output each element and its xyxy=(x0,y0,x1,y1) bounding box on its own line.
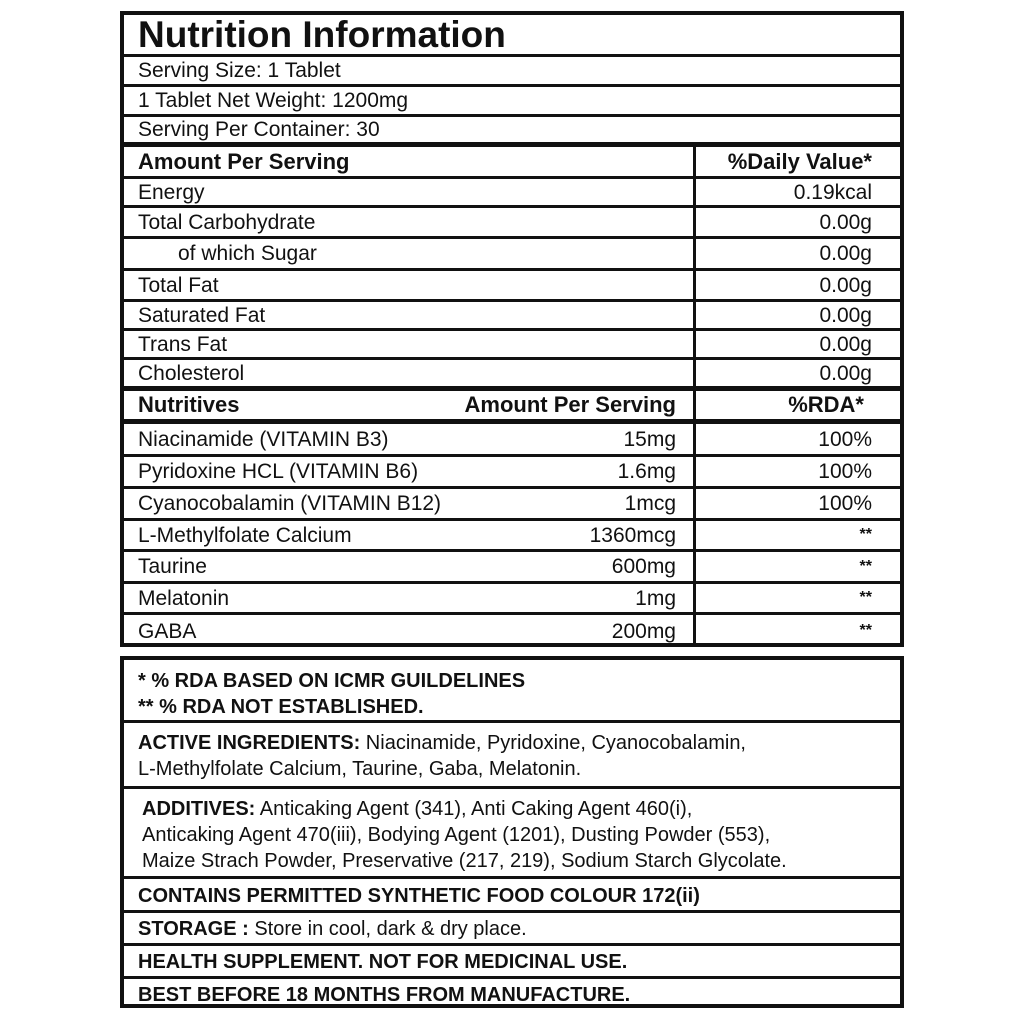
rda-header: %RDA* xyxy=(788,392,864,417)
storage-text: Store in cool, dark & dry place. xyxy=(248,918,527,940)
additives-text-3: Maize Strach Powder, Preservative (217, 219), Sodium Starch Glycolate. xyxy=(142,850,787,872)
nutritive-amount: 1mg xyxy=(635,586,676,610)
storage-label: STORAGE : xyxy=(138,918,249,940)
nutritive-rda: ** xyxy=(859,589,872,606)
column-divider xyxy=(693,424,696,454)
serving-size: Serving Size: 1 Tablet xyxy=(124,57,900,87)
nutrient-name: Cholesterol xyxy=(138,361,245,385)
net-weight: 1 Tablet Net Weight: 1200mg xyxy=(124,87,900,117)
nutritive-row xyxy=(124,489,900,521)
health-note: HEALTH SUPPLEMENT. NOT FOR MEDICINAL USE. xyxy=(124,946,900,979)
active-ingredients-text: Niacinamide, Pyridoxine, Cyanocobalamin, xyxy=(360,732,746,754)
nutrient-value: 0.19kcal xyxy=(793,180,872,204)
column-divider xyxy=(693,271,696,299)
nutrient-value: 0.00g xyxy=(819,303,872,327)
active-ingredients xyxy=(124,723,900,789)
nutrient-value: 0.00g xyxy=(819,242,872,265)
nutrient-row xyxy=(124,179,900,208)
nutritive-row xyxy=(124,552,900,584)
nutrient-name: Total Carbohydrate xyxy=(138,210,316,234)
additives xyxy=(124,789,900,879)
nutrient-name: Saturated Fat xyxy=(138,303,266,327)
storage-note xyxy=(124,913,900,946)
nutritive-rda: 100% xyxy=(818,427,872,451)
column-divider xyxy=(693,147,696,176)
additives-label: ADDITIVES: xyxy=(142,798,256,820)
additives-text: Anticaking Agent (341), Anti Caking Agent 460(i), xyxy=(255,798,693,820)
column-divider xyxy=(693,331,696,357)
nutritive-name: Niacinamide (VITAMIN B3) xyxy=(138,427,389,451)
nutritives-header-row xyxy=(124,391,900,424)
nutrient-row xyxy=(124,302,900,331)
nutritive-name: Taurine xyxy=(138,555,207,578)
nutrient-row xyxy=(124,360,900,391)
rda-footnotes xyxy=(124,660,900,723)
nutritive-amount: 1.6mg xyxy=(617,460,676,483)
nutrient-value: 0.00g xyxy=(819,361,872,385)
best-before-note: BEST BEFORE 18 MONTHS FROM MANUFACTURE. xyxy=(138,984,631,1006)
nutritive-name: Melatonin xyxy=(138,586,230,610)
nutrient-value: 0.00g xyxy=(819,210,872,234)
nutritive-row xyxy=(124,457,900,489)
nutrition-table xyxy=(120,11,904,647)
nutrient-name: Trans Fat xyxy=(138,332,228,356)
active-ingredients-label: ACTIVE INGREDIENTS: xyxy=(138,732,361,754)
column-divider xyxy=(693,489,696,518)
nutrient-value: 0.00g xyxy=(819,332,872,356)
nutritive-amount: 1360mcg xyxy=(589,523,676,547)
nutritive-amount: 1mcg xyxy=(624,492,676,515)
nutritive-name: GABA xyxy=(138,619,197,643)
column-divider xyxy=(693,552,696,581)
nutritive-rda: ** xyxy=(859,622,872,639)
label-title: Nutrition Information xyxy=(124,15,900,57)
column-divider xyxy=(693,302,696,328)
nutritive-row xyxy=(124,424,900,457)
nutritive-name: Pyridoxine HCL (VITAMIN B6) xyxy=(138,460,419,483)
rda-footnote-2: ** % RDA NOT ESTABLISHED. xyxy=(138,696,424,718)
daily-value-header: %Daily Value* xyxy=(727,148,872,174)
column-divider xyxy=(693,208,696,236)
nutrient-row xyxy=(124,331,900,360)
column-divider xyxy=(693,179,696,205)
nutritive-row xyxy=(124,615,900,647)
column-divider xyxy=(693,457,696,486)
nutritive-rda: ** xyxy=(859,526,872,543)
nutrient-row xyxy=(124,239,900,271)
nutrient-name: of which Sugar xyxy=(178,242,317,265)
column-divider xyxy=(693,360,696,386)
nutrient-value: 0.00g xyxy=(819,273,872,297)
nutritive-row xyxy=(124,521,900,552)
column-divider xyxy=(693,391,696,419)
label-notes-panel xyxy=(120,656,904,1008)
column-divider xyxy=(693,615,696,647)
nutritive-name: Cyanocobalamin (VITAMIN B12) xyxy=(138,492,442,515)
amount-header-row xyxy=(124,147,900,179)
servings-per-container: Serving Per Container: 30 xyxy=(124,117,900,147)
nutrient-name: Total Fat xyxy=(138,273,219,297)
nutritive-rda: 100% xyxy=(818,492,872,515)
nutritive-amount: 200mg xyxy=(611,619,676,643)
nutritive-rda: 100% xyxy=(818,460,872,483)
nutrient-row xyxy=(124,208,900,239)
nutritive-row xyxy=(124,584,900,615)
nutritives-header: Nutritives xyxy=(138,392,240,417)
nutritive-name: L-Methylfolate Calcium xyxy=(138,523,352,547)
nutritive-amount: 600mg xyxy=(611,555,676,578)
nutritive-amount: 15mg xyxy=(623,427,676,451)
column-divider xyxy=(693,521,696,549)
colour-note: CONTAINS PERMITTED SYNTHETIC FOOD COLOUR 172(ii) xyxy=(124,879,900,913)
amount-per-serving-header: Amount Per Serving xyxy=(138,148,350,174)
active-ingredients-text-2: L-Methylfolate Calcium, Taurine, Gaba, Melatonin. xyxy=(138,758,582,780)
column-divider xyxy=(693,584,696,612)
nutrient-name: Energy xyxy=(138,180,205,204)
column-divider xyxy=(693,239,696,268)
nutrient-row xyxy=(124,271,900,302)
rda-footnote-1: * % RDA BASED ON ICMR GUILDELINES xyxy=(138,670,526,692)
nutritive-rda: ** xyxy=(859,557,872,575)
additives-text-2: Anticaking Agent 470(iii), Bodying Agent (1201), Dusting Powder (553), xyxy=(142,824,771,846)
nutritives-amount-header: Amount Per Serving xyxy=(464,392,676,417)
